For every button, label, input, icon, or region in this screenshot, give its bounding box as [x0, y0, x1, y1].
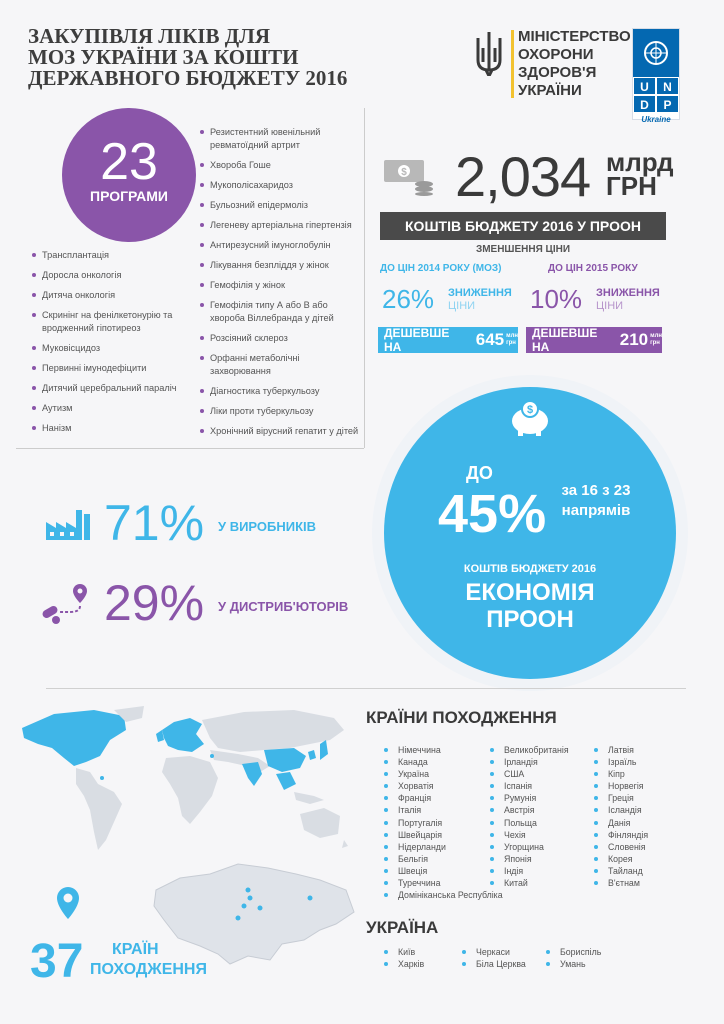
country-item: Україна	[384, 768, 494, 780]
undp-country: Ukraine	[641, 115, 671, 124]
undp-letter: D	[633, 95, 656, 113]
page-title: ЗАКУПІВЛЯ ЛІКІВ ДЛЯ МОЗ УКРАЇНИ ЗА КОШТИ ДЕРЖАВНОГО БЮДЖЕТУ 2016	[28, 24, 348, 90]
undp-letter: P	[656, 95, 679, 113]
savings-headline: ЕКОНОМІЯ ПРООН	[465, 579, 595, 633]
country-item: Словенія	[594, 841, 704, 853]
programs-list-right	[200, 126, 360, 445]
world-map	[14, 700, 354, 865]
country-item: Португалія	[384, 817, 494, 829]
program-item: Дитяча онкологія	[32, 289, 192, 302]
program-item: Гемофілія у жінок	[200, 279, 360, 292]
program-item: Орфанні метаболічні захворювання	[200, 352, 360, 378]
section-divider	[46, 688, 686, 689]
city-item: Харків	[384, 958, 464, 970]
countries-section-title: КРАЇНИ ПОХОДЖЕННЯ	[366, 708, 557, 727]
ukraine-cities-col2	[462, 946, 542, 970]
ukraine-cities-col3	[546, 946, 626, 970]
programs-label: ПРОГРАМИ	[90, 188, 168, 204]
programs-count: 23	[100, 133, 158, 191]
producers-percent: 71%	[104, 495, 205, 551]
country-item: Японія	[490, 853, 600, 865]
savings-subtitle: КОШТІВ БЮДЖЕТУ 2016	[463, 563, 597, 575]
city-item: Київ	[384, 946, 464, 958]
program-item: Дитячий церебральний параліч	[32, 382, 192, 395]
countries-count-label: КРАЇН ПОХОДЖЕННЯ	[90, 941, 207, 978]
country-item: Швейцарія	[384, 829, 494, 841]
country-item: Великобританія	[490, 744, 600, 756]
location-pin-icon	[56, 886, 80, 925]
country-item: Румунія	[490, 792, 600, 804]
undp-letter: N	[656, 77, 679, 95]
city-item: Бориспіль	[546, 946, 626, 958]
countries-list-col2	[490, 744, 600, 889]
money-icon	[382, 158, 438, 201]
savings-prefix: ДО	[466, 463, 493, 483]
country-item: Туреччина	[384, 877, 494, 889]
country-item: Австрія	[490, 804, 600, 816]
program-item: Доросла онкологія	[32, 269, 192, 282]
country-item: Данія	[594, 817, 704, 829]
program-item: Нанізм	[32, 422, 192, 435]
country-item: В'єтнам	[594, 877, 704, 889]
country-item: Чехія	[490, 829, 600, 841]
program-item: Муковісцидоз	[32, 342, 192, 355]
country-item: Ісландія	[594, 804, 704, 816]
program-item: Антирезусний імуноглобулін	[200, 239, 360, 252]
country-item: США	[490, 768, 600, 780]
col2-pct-label: ЗНИЖЕННЯ ЦІНИ	[596, 287, 660, 312]
ukraine-cities-col1	[384, 946, 464, 970]
program-item: Легеневу артеріальна гіпертензія	[200, 219, 360, 232]
undp-letter: U	[633, 77, 656, 95]
country-item: Бельгія	[384, 853, 494, 865]
trident-icon	[474, 30, 504, 81]
program-item: Трансплантація	[32, 249, 192, 262]
country-item: Польща	[490, 817, 600, 829]
distributors-percent: 29%	[104, 575, 205, 631]
country-item: Франція	[384, 792, 494, 804]
program-item: Бульозний епідермоліз	[200, 199, 360, 212]
country-item: Китай	[490, 877, 600, 889]
countries-count: 37	[30, 935, 84, 988]
countries-list-col3	[594, 744, 704, 889]
program-item: Ліки проти туберкульозу	[200, 405, 360, 418]
country-item: Корея	[594, 853, 704, 865]
country-item: Ізраїль	[594, 756, 704, 768]
city-item: Черкаси	[462, 946, 542, 958]
country-item: Латвія	[594, 744, 704, 756]
country-item: Канада	[384, 756, 494, 768]
program-item: Резистентний ювенільний ревматоїдний артрит	[200, 126, 360, 152]
program-item: Первинні імунодефіцити	[32, 362, 192, 375]
program-item: Лікування безпліддя у жінок	[200, 259, 360, 272]
un-emblem-icon	[633, 29, 679, 77]
factory-icon	[44, 506, 92, 547]
programs-list-left	[32, 249, 192, 442]
budget-amount: 2,034	[455, 145, 591, 208]
col1-percent: 26%	[382, 284, 435, 314]
budget-banner: КОШТІВ БЮДЖЕТУ 2016 У ПРООН	[380, 212, 666, 240]
country-item: Швеція	[384, 865, 494, 877]
country-item: Італія	[384, 804, 494, 816]
divider	[16, 448, 364, 449]
country-item: Греція	[594, 792, 704, 804]
program-item: Хронічний вірусний гепатит у дітей	[200, 425, 360, 438]
country-item: Хорватія	[384, 780, 494, 792]
country-item: Кіпр	[594, 768, 704, 780]
country-item: Норвегія	[594, 780, 704, 792]
piggy-bank-icon	[506, 397, 554, 442]
country-item: Нідерланди	[384, 841, 494, 853]
undp-logo	[632, 28, 680, 124]
country-item: Німеччина	[384, 744, 494, 756]
country-item: Індія	[490, 865, 600, 877]
program-item: Хвороба Гоше	[200, 159, 360, 172]
program-item: Розсіяний склероз	[200, 332, 360, 345]
savings-directions: за 16 з 23 напрямів	[561, 482, 631, 519]
budget-unit: млрд ГРН	[606, 147, 674, 201]
programs-circle	[62, 108, 196, 242]
country-item: Ірландія	[490, 756, 600, 768]
city-item: Умань	[546, 958, 626, 970]
col2-cheaper-badge: ДЕШЕВШЕ НА 210 млн грн	[526, 327, 662, 353]
country-item: Домініканська Республіка	[384, 889, 494, 901]
col1-pct-label: ЗНИЖЕННЯ ЦІНИ	[448, 287, 512, 312]
svg-text:$: $	[526, 404, 534, 416]
svg-text:$: $	[401, 167, 407, 178]
col2-percent: 10%	[530, 284, 583, 314]
moz-accent-bar	[511, 30, 514, 98]
pills-route-icon	[40, 582, 92, 629]
program-item: Діагностика туберкульозу	[200, 385, 360, 398]
savings-percent: 45%	[438, 484, 547, 544]
city-item: Біла Церква	[462, 958, 542, 970]
program-item: Скринінг на фенілкетонурію та вродженний гіпотиреоз	[32, 309, 192, 335]
country-item: Фінляндія	[594, 829, 704, 841]
price-reduction-heading: ЗМЕНШЕННЯ ЦІНИ	[475, 244, 571, 255]
producers-label: У ВИРОБНИКІВ	[218, 519, 317, 534]
savings-circle	[372, 375, 688, 691]
countries-list-col1	[384, 744, 503, 901]
divider	[364, 108, 365, 448]
program-item: Мукополісахаридоз	[200, 179, 360, 192]
col1-heading: ДО ЦІН 2014 РОКУ (МОЗ)	[380, 263, 502, 274]
program-item: Гемофілія типу А або В або хвороба Віллебранда у дітей	[200, 299, 360, 325]
country-item: Угорщина	[490, 841, 600, 853]
country-item: Іспанія	[490, 780, 600, 792]
country-item: Тайланд	[594, 865, 704, 877]
moz-logo-text: МІНІСТЕРСТВО ОХОРОНИ ЗДОРОВ'Я УКРАЇНИ	[518, 28, 631, 99]
distributors-label: У ДИСТРИБ'ЮТОРІВ	[218, 599, 349, 614]
ukraine-section-title: УКРАЇНА	[366, 918, 439, 937]
col2-heading: ДО ЦІН 2015 РОКУ	[548, 263, 638, 274]
col1-cheaper-badge: ДЕШЕВШЕ НА 645 млн грн	[378, 327, 518, 353]
program-item: Аутизм	[32, 402, 192, 415]
